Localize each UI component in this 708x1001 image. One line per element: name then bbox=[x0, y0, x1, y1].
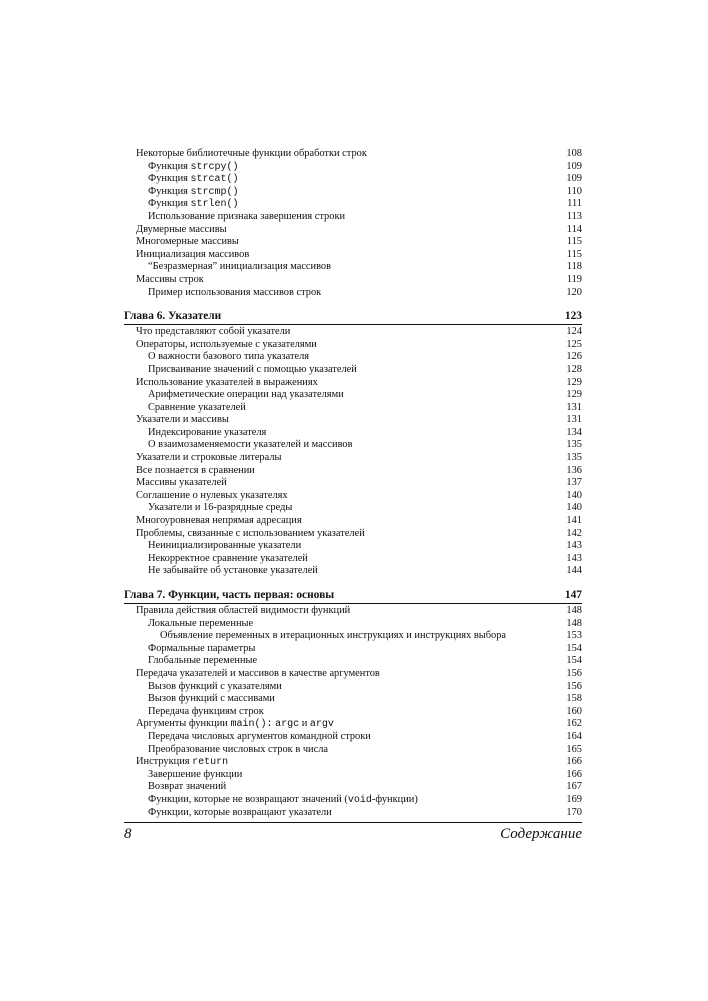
table-of-contents bbox=[124, 148, 582, 819]
toc-entry bbox=[124, 706, 582, 719]
toc-entry-title bbox=[124, 718, 334, 732]
toc-entry-title bbox=[124, 161, 239, 175]
title-fragment: Завершение функции bbox=[148, 768, 243, 780]
toc-entry bbox=[124, 477, 582, 490]
toc-entry-title bbox=[124, 148, 367, 161]
toc-entry-title bbox=[124, 731, 371, 744]
toc-page-number: 110 bbox=[566, 185, 582, 197]
code-fragment: argv bbox=[309, 719, 334, 731]
toc-page-number: 126 bbox=[566, 351, 582, 363]
title-fragment: Не забывайте об установке указателей bbox=[148, 565, 318, 577]
toc-page-number: 128 bbox=[566, 363, 582, 375]
toc-entry-title bbox=[124, 605, 350, 618]
toc-page-number: 119 bbox=[566, 273, 582, 285]
title-fragment: Все познается в сравнении bbox=[136, 464, 255, 476]
toc-page-number: 154 bbox=[566, 655, 582, 667]
title-fragment: Использование признака завершения строки bbox=[148, 210, 346, 222]
toc-page-number: 160 bbox=[566, 705, 582, 717]
toc-entry bbox=[124, 186, 582, 199]
toc-page-number: 153 bbox=[566, 630, 582, 642]
toc-entry bbox=[124, 148, 582, 161]
toc-entry bbox=[124, 261, 582, 274]
title-fragment: Функция bbox=[148, 173, 191, 185]
toc-page-number: 143 bbox=[566, 552, 582, 564]
toc-entry bbox=[124, 668, 582, 681]
title-fragment: Локальные переменные bbox=[148, 617, 254, 629]
toc-page-number: 129 bbox=[566, 389, 582, 401]
toc-entry bbox=[124, 794, 582, 807]
toc-page-number: 158 bbox=[566, 693, 582, 705]
toc-entry-title bbox=[124, 553, 308, 566]
toc-entry-title bbox=[124, 781, 226, 794]
toc-page-number: 165 bbox=[566, 743, 582, 755]
title-fragment: “Безразмерная” инициализация массивов bbox=[148, 261, 332, 273]
toc-entry-title bbox=[124, 249, 249, 262]
title-fragment: Двумерные массивы bbox=[136, 223, 227, 235]
toc-page-number: 156 bbox=[566, 667, 582, 679]
title-fragment: Глава 7. Функции, часть первая: основы bbox=[124, 589, 335, 601]
toc-entry-title bbox=[124, 236, 239, 249]
toc-page-number: 131 bbox=[566, 401, 582, 413]
toc-entry-title bbox=[124, 414, 229, 427]
toc-page-number: 114 bbox=[566, 223, 582, 235]
chapter-heading bbox=[124, 309, 582, 325]
title-fragment: Объявление переменных в итерационных инструкциях и инструкциях выбора bbox=[160, 630, 507, 642]
toc-page-number: 140 bbox=[566, 502, 582, 514]
toc-entry bbox=[124, 605, 582, 618]
toc-entry-title bbox=[124, 389, 344, 402]
toc-entry-title bbox=[124, 528, 365, 541]
toc-page-number: 170 bbox=[566, 806, 582, 818]
chapter-heading bbox=[124, 588, 582, 604]
toc-entry-title bbox=[124, 198, 239, 212]
toc-entry bbox=[124, 718, 582, 731]
toc-entry bbox=[124, 377, 582, 390]
toc-page-number: 154 bbox=[566, 642, 582, 654]
toc-entry bbox=[124, 351, 582, 364]
toc-entry-title bbox=[124, 794, 418, 808]
toc-entry bbox=[124, 224, 582, 237]
title-fragment: Индексирование указателя bbox=[148, 426, 267, 438]
toc-entry-title bbox=[124, 173, 239, 187]
code-fragment: return bbox=[192, 757, 229, 769]
code-fragment: void bbox=[347, 794, 372, 806]
title-fragment: Функции, которые не возвращают значений ( bbox=[148, 793, 348, 805]
title-fragment: Многомерные массивы bbox=[136, 236, 239, 248]
toc-entry-title bbox=[124, 655, 257, 668]
toc-page-number: 115 bbox=[566, 236, 582, 248]
toc-entry bbox=[124, 655, 582, 668]
title-fragment: Аргументы функции bbox=[136, 718, 231, 730]
toc-entry-title bbox=[124, 502, 292, 515]
toc-entry-title bbox=[124, 756, 228, 770]
title-fragment: Операторы, используемые с указателями bbox=[136, 338, 317, 350]
toc-entry bbox=[124, 236, 582, 249]
toc-entry bbox=[124, 173, 582, 186]
toc-entry bbox=[124, 439, 582, 452]
toc-page-number: 109 bbox=[566, 160, 582, 172]
title-fragment: Формальные параметры bbox=[148, 642, 256, 654]
toc-page-number: 125 bbox=[566, 338, 582, 350]
toc-entry bbox=[124, 326, 582, 339]
toc-entry-title bbox=[124, 274, 204, 287]
toc-entry bbox=[124, 287, 582, 300]
title-fragment: Вызов функций с массивами bbox=[148, 693, 275, 705]
toc-entry bbox=[124, 198, 582, 211]
toc-page-number: 113 bbox=[566, 210, 582, 222]
toc-entry bbox=[124, 490, 582, 503]
toc-entry-title bbox=[124, 377, 318, 390]
toc-entry bbox=[124, 414, 582, 427]
toc-page-number: 143 bbox=[566, 540, 582, 552]
toc-page-number: 140 bbox=[566, 489, 582, 501]
title-fragment: Функция bbox=[148, 198, 191, 210]
toc-entry bbox=[124, 744, 582, 757]
toc-entry-title bbox=[124, 287, 321, 300]
toc-entry-title bbox=[124, 807, 332, 820]
title-fragment: Функция bbox=[148, 160, 191, 172]
toc-page-number: 120 bbox=[566, 286, 582, 298]
toc-entry bbox=[124, 540, 582, 553]
title-fragment: Соглашение о нулевых указателях bbox=[136, 489, 288, 501]
title-fragment: Вызов функций с указателями bbox=[148, 680, 282, 692]
title-fragment: Присваивание значений с помощью указателей bbox=[148, 363, 357, 375]
toc-entry-title bbox=[124, 668, 380, 681]
toc-page-number: 148 bbox=[566, 605, 582, 616]
toc-page-number: 108 bbox=[566, 148, 582, 159]
title-fragment: Функции, которые возвращают указатели bbox=[148, 806, 332, 818]
page-footer bbox=[124, 822, 582, 847]
title-fragment: -функции) bbox=[371, 793, 418, 805]
toc-page-number: 167 bbox=[566, 781, 582, 793]
toc-entry bbox=[124, 402, 582, 415]
toc-page-number: 148 bbox=[566, 617, 582, 629]
toc-entry bbox=[124, 515, 582, 528]
title-fragment: Некорректное сравнение указателей bbox=[148, 552, 308, 564]
toc-entry bbox=[124, 681, 582, 694]
toc-page-number: 118 bbox=[566, 261, 582, 273]
title-fragment: Что представляют собой указатели bbox=[136, 326, 291, 338]
toc-entry bbox=[124, 502, 582, 515]
title-fragment: Массивы строк bbox=[136, 273, 204, 285]
toc-page-number: 109 bbox=[566, 173, 582, 185]
code-fragment: main(): bbox=[230, 719, 273, 731]
toc-entry-title bbox=[124, 211, 345, 224]
toc-entry-title bbox=[124, 706, 264, 719]
toc-page-number: 123 bbox=[564, 310, 582, 323]
toc-entry-title bbox=[124, 588, 334, 603]
title-fragment: Указатели и массивы bbox=[136, 414, 229, 426]
toc-entry bbox=[124, 756, 582, 769]
toc-entry bbox=[124, 249, 582, 262]
title-fragment: Инициализация массивов bbox=[136, 248, 250, 260]
title-fragment: О взаимозаменяемости указателей и массивов bbox=[148, 439, 353, 451]
toc-entry-title bbox=[124, 744, 328, 757]
title-fragment: Глава 6. Указатели bbox=[124, 310, 222, 323]
title-fragment: Правила действия областей видимости функций bbox=[136, 605, 351, 616]
toc-entry-title bbox=[124, 540, 301, 553]
title-fragment: Массивы указателей bbox=[136, 477, 227, 489]
code-fragment: strcmp() bbox=[190, 186, 239, 198]
toc-entry bbox=[124, 643, 582, 656]
toc-entry-title bbox=[124, 477, 227, 490]
toc-entry-title bbox=[124, 261, 331, 274]
toc-page-number: 169 bbox=[566, 793, 582, 805]
toc-entry bbox=[124, 693, 582, 706]
title-fragment: Пример использования массивов строк bbox=[148, 286, 322, 298]
code-fragment: strlen() bbox=[190, 199, 239, 211]
toc-page-number: 166 bbox=[566, 768, 582, 780]
title-fragment: Использование указателей в выражениях bbox=[136, 376, 318, 388]
toc-page-number: 147 bbox=[564, 589, 582, 601]
title-fragment: Указатели и 16-разрядные среды bbox=[148, 502, 293, 514]
toc-page-number: 144 bbox=[566, 565, 582, 577]
toc-page-number: 166 bbox=[566, 756, 582, 768]
title-fragment: Передача функциям строк bbox=[148, 705, 264, 717]
toc-entry bbox=[124, 731, 582, 744]
toc-page-number: 136 bbox=[566, 464, 582, 476]
title-fragment: и bbox=[299, 718, 310, 730]
title-fragment: Передача числовых аргументов командной строки bbox=[148, 730, 371, 742]
toc-entry-title bbox=[124, 565, 318, 578]
toc-page-number: 162 bbox=[566, 718, 582, 730]
toc-entry-title bbox=[124, 402, 246, 415]
toc-page-number: 137 bbox=[566, 477, 582, 489]
toc-entry-title bbox=[124, 618, 253, 631]
toc-entry-title bbox=[124, 693, 275, 706]
toc-page-number: 124 bbox=[566, 326, 582, 338]
title-fragment: Функция bbox=[148, 185, 191, 197]
toc-page-number: 156 bbox=[566, 680, 582, 692]
toc-entry-title bbox=[124, 339, 317, 352]
running-title: Содержание bbox=[500, 826, 582, 842]
toc-entry bbox=[124, 807, 582, 820]
title-fragment: Многоуровневая непрямая адресация bbox=[136, 515, 302, 527]
code-fragment: argc bbox=[275, 719, 300, 731]
page-number: 8 bbox=[124, 826, 132, 842]
toc-entry-title bbox=[124, 309, 221, 324]
toc-entry-title bbox=[124, 465, 255, 478]
toc-page-number: 134 bbox=[566, 426, 582, 438]
title-fragment: Сравнение указателей bbox=[148, 401, 246, 413]
toc-page-number: 131 bbox=[566, 414, 582, 426]
toc-entry bbox=[124, 781, 582, 794]
toc-entry-title bbox=[124, 427, 266, 440]
toc-entry-title bbox=[124, 452, 282, 465]
title-fragment: Преобразование числовых строк в числа bbox=[148, 743, 329, 755]
toc-entry-title bbox=[124, 515, 302, 528]
title-fragment: Глобальные переменные bbox=[148, 655, 258, 667]
toc-entry bbox=[124, 452, 582, 465]
toc-entry-title bbox=[124, 490, 288, 503]
toc-entry bbox=[124, 553, 582, 566]
toc-entry bbox=[124, 211, 582, 224]
title-fragment: Инструкция bbox=[136, 756, 193, 768]
toc-entry bbox=[124, 364, 582, 377]
toc-page-number: 135 bbox=[566, 452, 582, 464]
toc-entry-title bbox=[124, 224, 227, 237]
toc-entry bbox=[124, 528, 582, 541]
toc-entry-title bbox=[124, 439, 353, 452]
title-fragment: О важности базового типа указателя bbox=[148, 351, 310, 363]
title-fragment: Возврат значений bbox=[148, 781, 227, 793]
toc-entry-title bbox=[124, 630, 506, 643]
title-fragment: Неинициализированные указатели bbox=[148, 540, 302, 552]
toc-entry bbox=[124, 769, 582, 782]
toc-page-number: 135 bbox=[566, 439, 582, 451]
toc-entry-title bbox=[124, 186, 239, 200]
toc-entry bbox=[124, 339, 582, 352]
toc-page-number: 141 bbox=[566, 515, 582, 527]
title-fragment: Арифметические операции над указателями bbox=[148, 389, 344, 401]
toc-page-number: 142 bbox=[566, 527, 582, 539]
title-fragment: Проблемы, связанные с использованием указателей bbox=[136, 527, 365, 539]
toc-entry-title bbox=[124, 769, 242, 782]
toc-entry-title bbox=[124, 326, 290, 339]
toc-entry bbox=[124, 389, 582, 402]
toc-page-number: 111 bbox=[567, 198, 582, 210]
code-fragment: strcat() bbox=[190, 174, 239, 186]
toc-entry bbox=[124, 565, 582, 578]
toc-entry bbox=[124, 274, 582, 287]
title-fragment: Некоторые библиотечные функции обработки строк bbox=[136, 148, 367, 159]
toc-page-number: 164 bbox=[566, 730, 582, 742]
code-fragment: strcpy() bbox=[190, 161, 239, 173]
toc-entry-title bbox=[124, 681, 282, 694]
toc-entry bbox=[124, 630, 582, 643]
title-fragment: Указатели и строковые литералы bbox=[136, 452, 282, 464]
toc-page-number: 129 bbox=[566, 376, 582, 388]
toc-entry bbox=[124, 161, 582, 174]
toc-entry bbox=[124, 618, 582, 631]
toc-entry-title bbox=[124, 351, 309, 364]
toc-entry bbox=[124, 465, 582, 478]
toc-page-number: 115 bbox=[566, 248, 582, 260]
toc-entry-title bbox=[124, 364, 357, 377]
title-fragment: Передача указателей и массивов в качестве аргументов bbox=[136, 667, 380, 679]
toc-entry-title bbox=[124, 643, 255, 656]
toc-entry bbox=[124, 427, 582, 440]
